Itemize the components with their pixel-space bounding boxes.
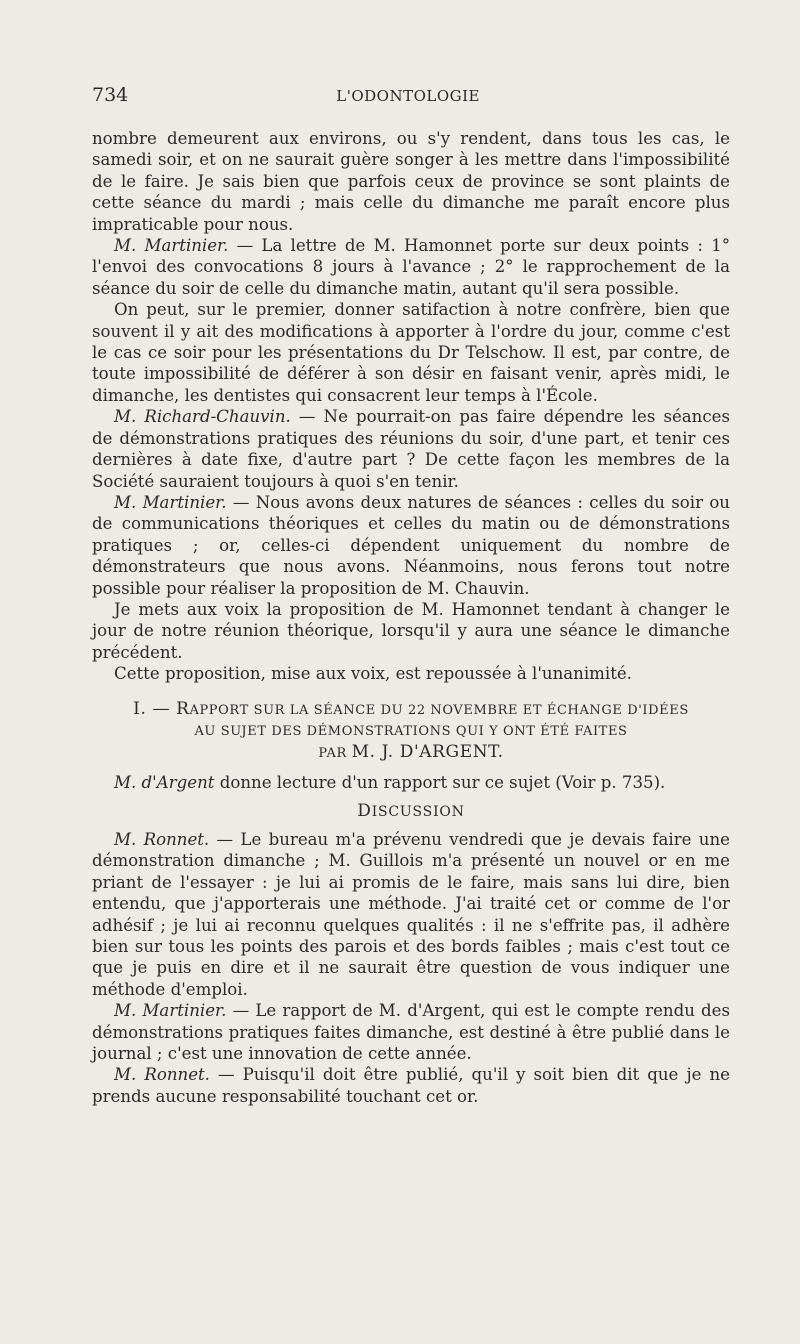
paragraph: M. Ronnet. — Puisqu'il doit être publié, qu'il y soit bien dit que je ne prends aucune responsabilité touchant cet or.	[92, 1065, 730, 1106]
discussion-text	[92, 829, 730, 1107]
speaker-name: M. Ronnet.	[114, 1065, 210, 1085]
paragraph: M. Martinier. — Nous avons deux natures de séances : celles du soir ou de communications théoriques et celles du matin ou de démonstrations pratiques ; or, celles-ci dépendent uniquement du nombre de démonstrateurs que nous avons. Néanmoins, nous ferons tout notre possible pour réaliser la proposition de M. Chauvin.	[92, 492, 730, 598]
paragraph: Je mets aux voix la proposition de M. Hamonnet tendant à changer le jour de notre réunion théorique, lorsqu'il y aura une séance le dimanche précédent.	[92, 599, 730, 662]
speaker-name: M. Richard-Chauvin.	[114, 407, 291, 427]
paragraph: On peut, sur le premier, donner satifaction à notre confrère, bien que souvent il y ait des modifications à apporter à l'ordre du jour, comme c'est le cas ce soir pour les présentations du Dr Telschow. Il est, par contre, de toute impossibilité de déférer à son désir en faisant venir, après midi, le dimanche, les dentistes qui consacrent leur temps à l'École.	[92, 300, 730, 405]
argent-text	[92, 772, 730, 793]
speaker-name: M. Martinier.	[114, 1001, 227, 1021]
body-text	[92, 128, 730, 685]
paragraph: Cette proposition, mise aux voix, est repoussée à l'unanimité.	[114, 664, 632, 684]
running-title: L'ODONTOLOGIE	[336, 87, 480, 105]
paragraph: M. Martinier. — Le rapport de M. d'Argent, qui est le compte rendu des démonstrations pratiques faites dimanche, est destiné à être publié dans le journal ; c'est une innovation de cette année.	[92, 1001, 731, 1064]
speaker-name: M. d'Argent	[114, 772, 215, 792]
paragraph: M. d'Argent donne lecture d'un rapport sur ce sujet (Voir p. 735).	[114, 772, 666, 792]
speaker-name: M. Martinier.	[114, 492, 227, 512]
speaker-name: M. Ronnet.	[114, 829, 210, 849]
discussion-heading: DISCUSSION	[357, 800, 465, 821]
page-number: 734	[92, 84, 129, 106]
paragraph: nombre demeurent aux environs, ou s'y rendent, dans tous les cas, le samedi soir, et on ne saurait guère songer à les mettre dans l'impossibilité de le faire. Je sais bien que parfois ceux de province se sont plaints de cette séance du mardi ; mais celle du dimanche me paraît encore plus impraticable pour nous.	[92, 129, 730, 234]
paragraph: M. Martinier. — La lettre de M. Hamonnet porte sur deux points : 1° l'envoi des convocations 8 jours à l'avance ; 2° le rapprochement de la séance du soir de celle du dimanche matin, autant qu'il sera possible.	[92, 236, 730, 298]
paragraph: M. Ronnet. — Le bureau m'a prévenu vendredi que je devais faire une démonstration dimanche ; M. Guillois m'a présenté un nouvel or en me priant de l'essayer : je lui ai promis de le faire, mais sans lui dire, bien entendu, que j'apporterais une méthode. J'ai traité cet or comme de l'or adhésif ; je lui ai reconnu quelques qualités : il ne s'effrite pas, il adhère bien sur tous les points des parois et des bords faibles ; mais c'est tout ce que je puis en dire et il ne saurait être question de vous indiquer une méthode d'emploi.	[92, 829, 730, 999]
page-header	[92, 84, 730, 128]
paragraph: M. Richard-Chauvin. — Ne pourrait-on pas faire dépendre les séances de démonstrations pratiques des réunions du soir, d'une part, et tenir ces dernières à date fixe, d'autre part ? De cette façon les membres de la Société sauraient toujours à quoi s'en tenir.	[92, 407, 730, 491]
speaker-name: M. Martinier.	[114, 236, 229, 256]
section-heading: I. — RAPPORT SUR LA SÉANCE DU 22 NOVEMBRE ET ÉCHANGE D'IDÉES AU SUJET DES DÉMONSTRATIONS QUI Y ONT ÉTÉ FAITES PAR M. J. D'ARGENT.	[133, 698, 689, 762]
